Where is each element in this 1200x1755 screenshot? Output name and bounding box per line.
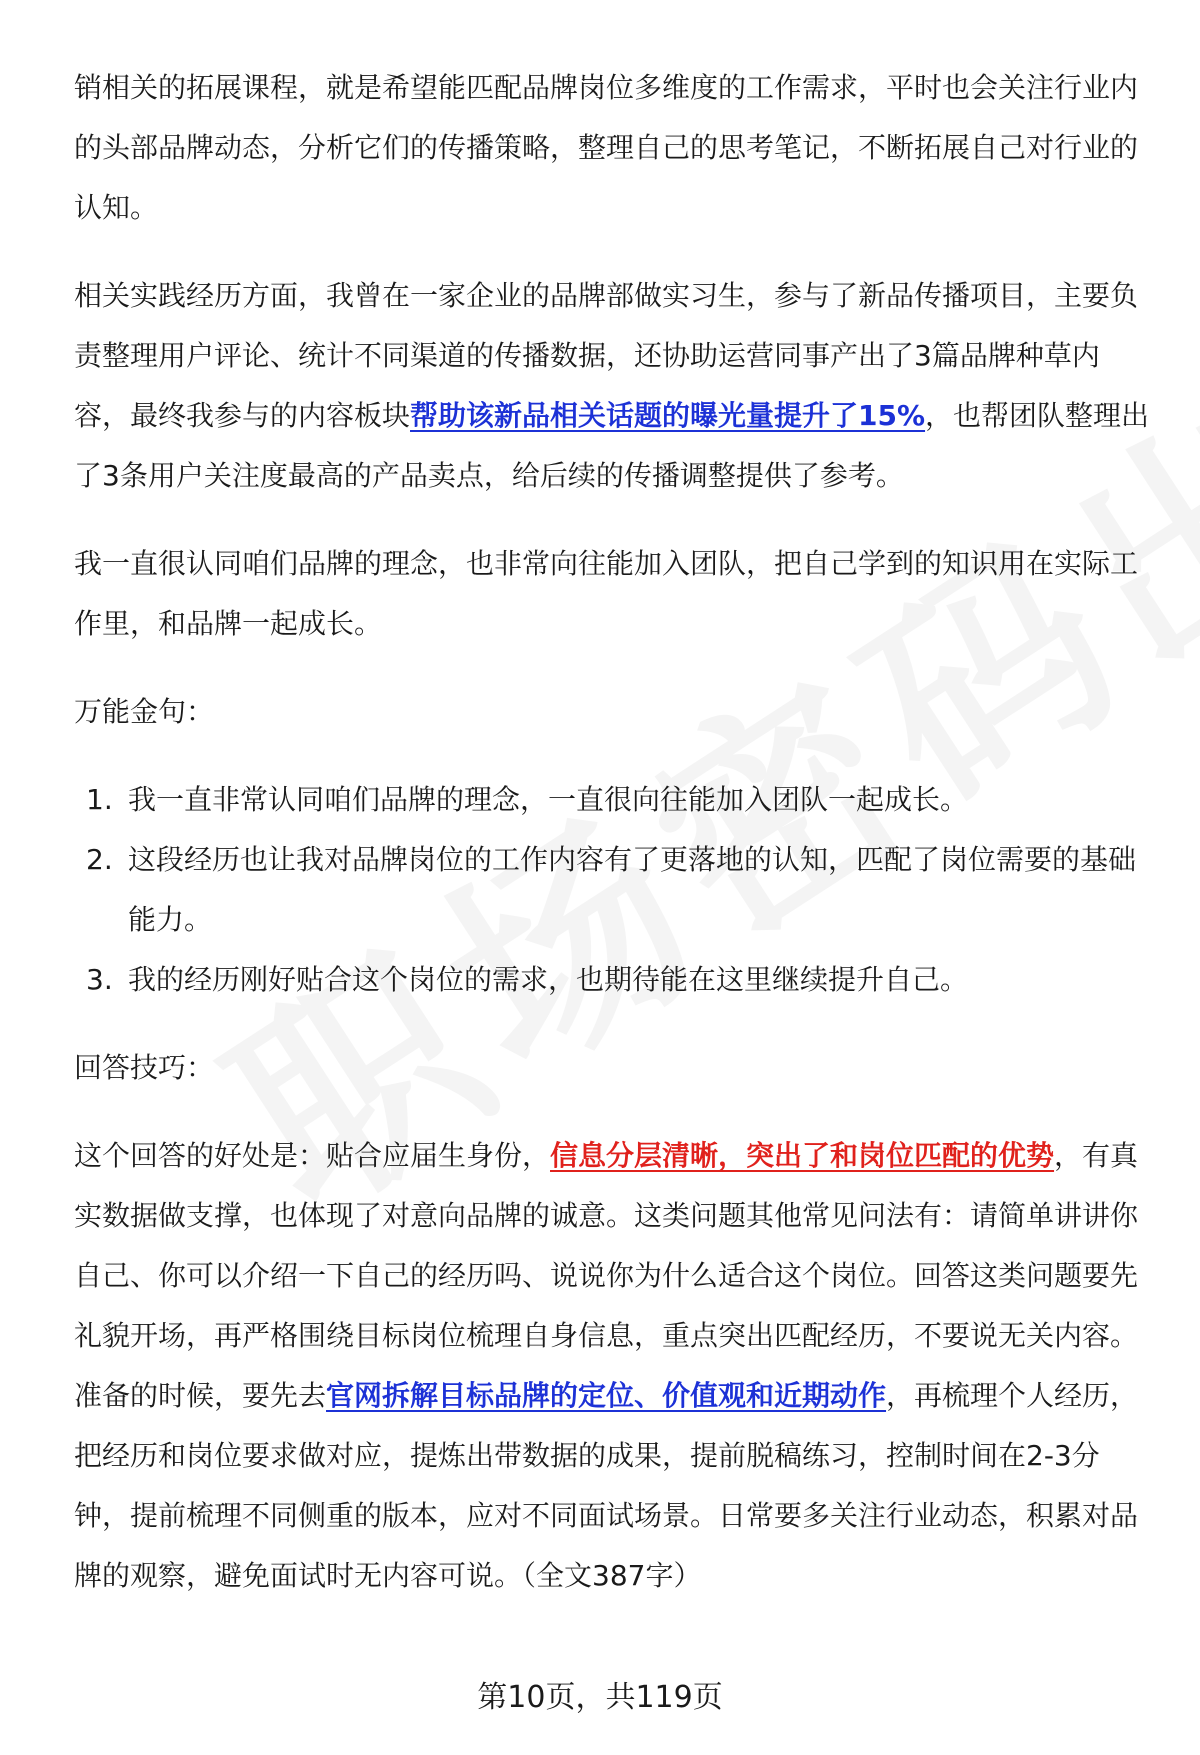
paragraph-answer-tips [74,1126,1154,1606]
list-item-text: 我的经历刚好贴合这个岗位的需求，也期待能在这里继续提升自己。 [128,963,969,996]
highlight-layered-info: 信息分层清晰，突出了和岗位匹配的优势 [550,1139,1055,1172]
text-segment: ，再梳理个人经历，把经历和岗位要求做对应，提炼出带数据的成果，提前脱稿练习，控制时间在2-3分钟，提前梳理不同侧重的版本，应对不同面试场景。日常要多关注行业动态，积累对品牌的观察，避免面试时无内容可说。（全文387字） [74,1379,1139,1592]
page-number-footer: 第10页，共119页 [477,1680,723,1715]
list-item [74,950,1154,1010]
heading-golden-sentences: 万能金句： [74,695,215,728]
text-segment: 相关实践经历方面，我曾在一家企业的品牌部做实习生，参与了新品传播项目，主要负责整理用户评论、统计不同渠道的传播数据，还协助运营同事产出了3篇品牌种草内容，最终我参与的内容板块 [74,279,1139,432]
list-number: 1. [86,783,113,816]
text-segment: ，有真实数据做支撑，也体现了对意向品牌的诚意。这类问题其他常见问法有：请简单讲讲你自己、你可以介绍一下自己的经历吗、说说你为什么适合这个岗位。回答这类问题要先礼貌开场，再严格围绕目标岗位梳理自身信息，重点突出匹配经历，不要说无关内容。准备的时候，要先去 [74,1139,1139,1412]
list-item [74,770,1154,830]
list-item-text: 我一直非常认同咱们品牌的理念，一直很向往能加入团队一起成长。 [128,783,969,816]
text-segment: ，也帮团队整理出了3条用户关注度最高的产品卖点，给后续的传播调整提供了参考。 [74,399,1150,492]
list-item-text: 这段经历也让我对品牌岗位的工作内容有了更落地的认知，匹配了岗位需要的基础能力。 [128,843,1137,936]
golden-sentences-list [74,770,1154,1010]
list-number: 3. [86,963,113,996]
paragraph-practice-experience [74,266,1154,506]
highlight-exposure-increase: 帮助该新品相关话题的曝光量提升了15% [410,399,926,432]
list-number: 2. [86,843,113,876]
list-item [74,830,1154,950]
highlight-official-site-research: 官网拆解目标品牌的定位、价值观和近期动作 [326,1379,887,1412]
heading-answer-tips: 回答技巧： [74,1051,215,1084]
paragraph-brand-identification: 我一直很认同咱们品牌的理念，也非常向往能加入团队，把自己学到的知识用在实际工作里，和品牌一起成长。 [74,547,1139,640]
paragraph-course-extension: 销相关的拓展课程，就是希望能匹配品牌岗位多维度的工作需求，平时也会关注行业内的头部品牌动态，分析它们的传播策略，整理自己的思考笔记，不断拓展自己对行业的认知。 [74,71,1139,224]
text-segment: 这个回答的好处是：贴合应届生身份， [74,1139,551,1172]
document-body [74,58,1154,1634]
